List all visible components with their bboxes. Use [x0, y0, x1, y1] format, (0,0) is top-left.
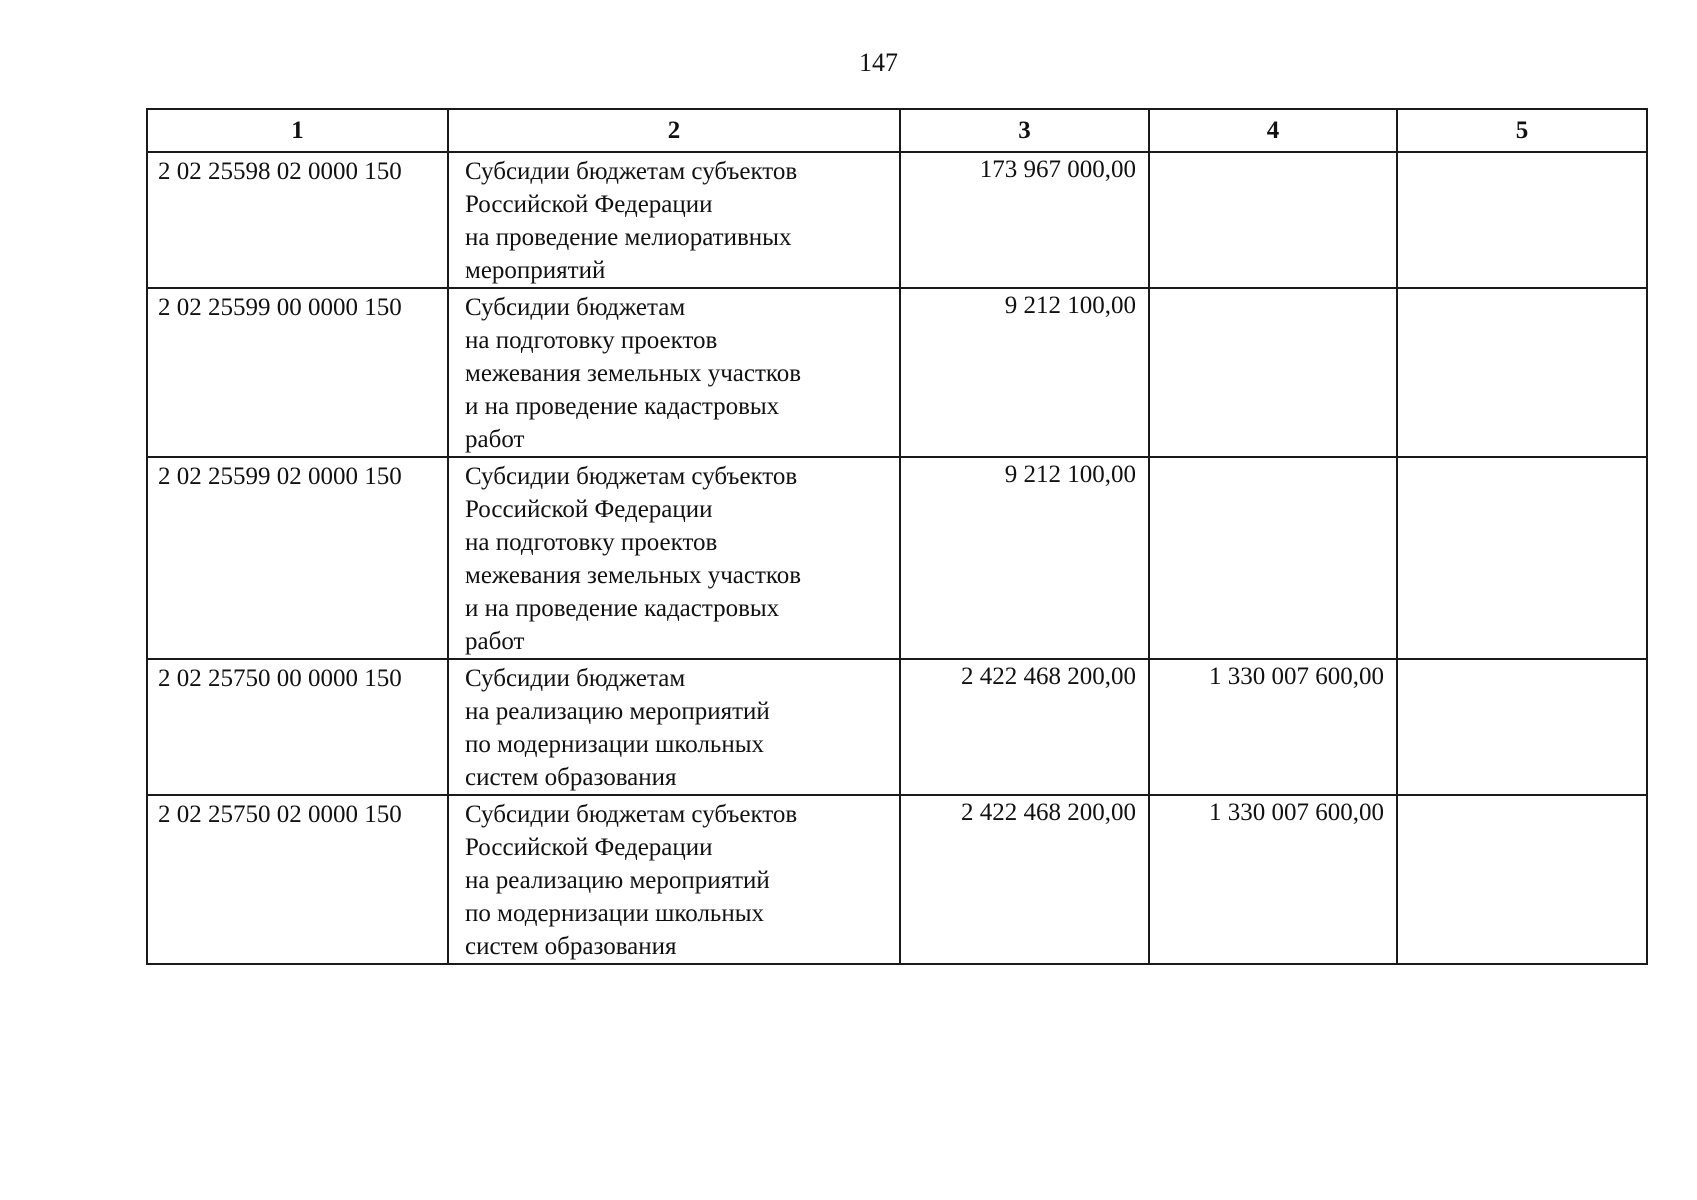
description-cell	[448, 152, 900, 288]
description-line: работ	[465, 628, 525, 655]
amount-col3-cell: 2 422 468 200,00	[900, 659, 1149, 795]
table-row	[147, 288, 1647, 457]
description-line: на реализацию мероприятий	[465, 698, 770, 725]
description-cell	[448, 457, 900, 659]
description-line: на реализацию мероприятий	[465, 867, 770, 894]
description-line: систем образования	[465, 933, 677, 960]
column-header-1: 1	[147, 109, 448, 152]
description-line: Российской Федерации	[465, 834, 713, 861]
table-row	[147, 659, 1647, 795]
column-header-3: 3	[900, 109, 1149, 152]
amount-col5-cell	[1397, 659, 1647, 795]
table-header-row	[147, 109, 1647, 152]
description-line: Субсидии бюджетам субъектов	[465, 463, 798, 490]
description-line: Российской Федерации	[465, 191, 713, 218]
description-line: по модернизации школьных	[465, 731, 765, 758]
description-line: Субсидии бюджетам	[465, 294, 686, 321]
description-line: межевания земельных участков	[465, 562, 802, 589]
budget-code-cell: 2 02 25750 00 0000 150	[147, 659, 448, 795]
description-line: на подготовку проектов	[465, 529, 718, 556]
description-line: систем образования	[465, 764, 677, 791]
description-line: мероприятий	[465, 257, 606, 284]
budget-table	[146, 108, 1648, 965]
budget-code-cell: 2 02 25599 00 0000 150	[147, 288, 448, 457]
table-row	[147, 457, 1647, 659]
description-line: работ	[465, 426, 525, 453]
amount-col5-cell	[1397, 152, 1647, 288]
amount-col4-cell	[1149, 288, 1397, 457]
budget-code-cell: 2 02 25750 02 0000 150	[147, 795, 448, 964]
budget-code-cell: 2 02 25599 02 0000 150	[147, 457, 448, 659]
amount-col4-cell: 1 330 007 600,00	[1149, 659, 1397, 795]
amount-col5-cell	[1397, 457, 1647, 659]
table-row	[147, 795, 1647, 964]
description-cell	[448, 795, 900, 964]
description-line: Субсидии бюджетам субъектов	[465, 158, 798, 185]
description-line: по модернизации школьных	[465, 900, 765, 927]
description-line: Российской Федерации	[465, 496, 713, 523]
page-number: 147	[859, 48, 898, 77]
amount-col3-cell: 9 212 100,00	[900, 288, 1149, 457]
amount-col5-cell	[1397, 795, 1647, 964]
description-line: Субсидии бюджетам субъектов	[465, 801, 798, 828]
description-line: и на проведение кадастровых	[465, 595, 780, 622]
amount-col4-cell	[1149, 152, 1397, 288]
amount-col4-cell: 1 330 007 600,00	[1149, 795, 1397, 964]
budget-code-cell: 2 02 25598 02 0000 150	[147, 152, 448, 288]
column-header-4: 4	[1149, 109, 1397, 152]
description-line: на проведение мелиоративных	[465, 224, 792, 251]
description-line: Субсидии бюджетам	[465, 665, 686, 692]
description-cell	[448, 659, 900, 795]
description-line: и на проведение кадастровых	[465, 393, 780, 420]
amount-col3-cell: 2 422 468 200,00	[900, 795, 1149, 964]
description-line: на подготовку проектов	[465, 327, 718, 354]
amount-col3-cell: 173 967 000,00	[900, 152, 1149, 288]
amount-col4-cell	[1149, 457, 1397, 659]
description-line: межевания земельных участков	[465, 360, 802, 387]
column-header-5: 5	[1397, 109, 1647, 152]
column-header-2: 2	[448, 109, 900, 152]
table-row	[147, 152, 1647, 288]
amount-col5-cell	[1397, 288, 1647, 457]
amount-col3-cell: 9 212 100,00	[900, 457, 1149, 659]
description-cell	[448, 288, 900, 457]
